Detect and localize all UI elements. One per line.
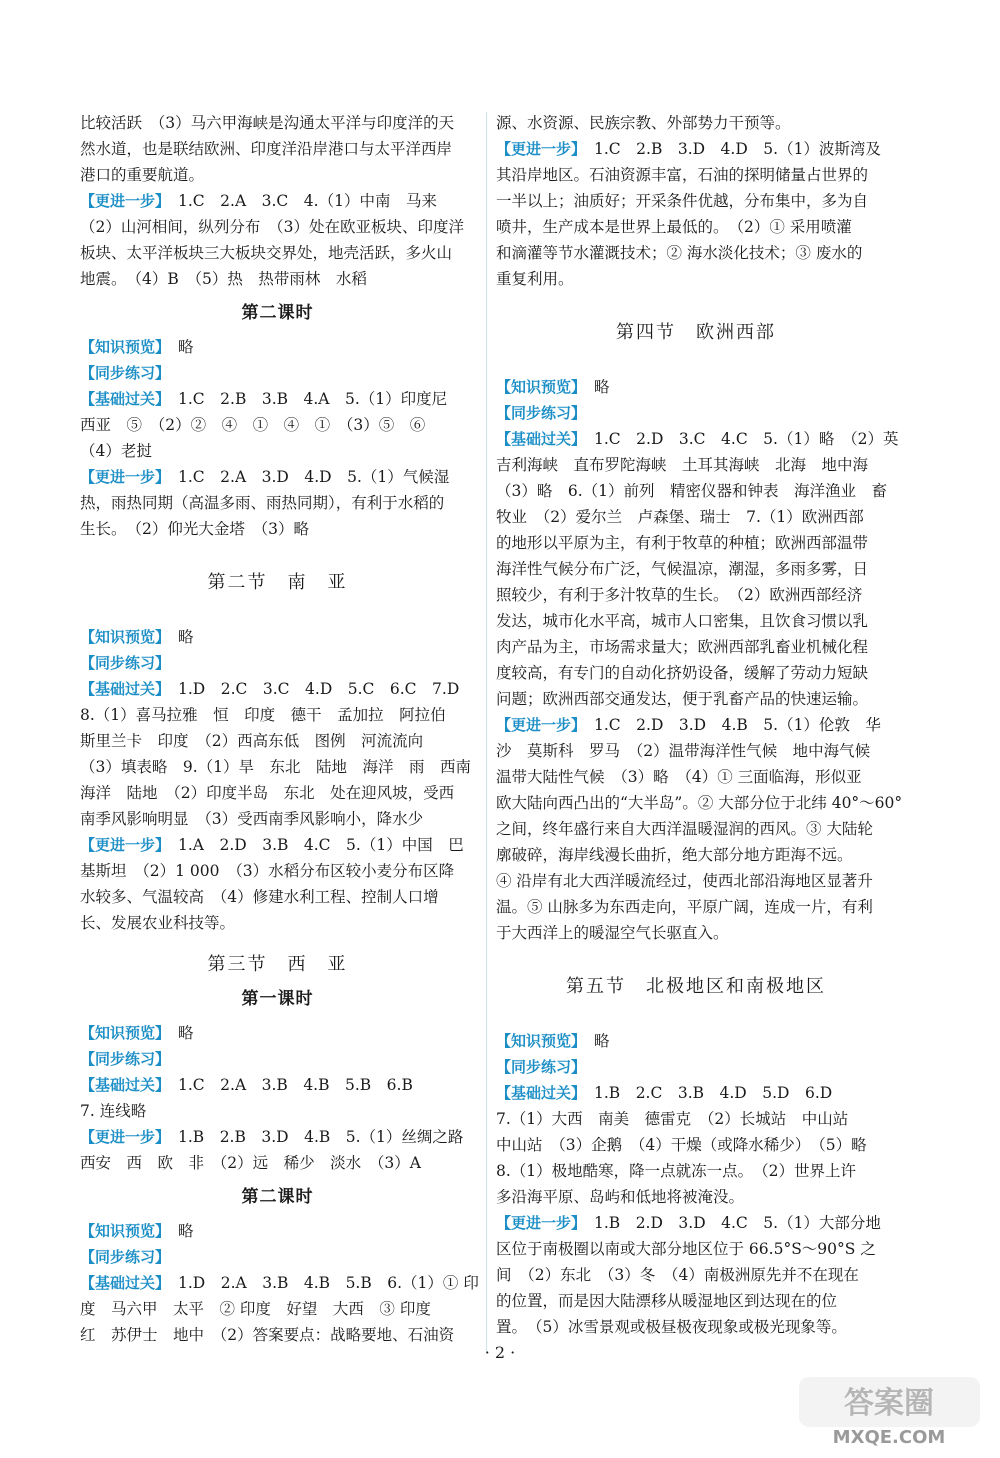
basic-line: [80, 386, 475, 412]
basic-tag: 【基础过关】: [80, 390, 163, 408]
text-line: 比较活跃 （3）马六甲海峡是沟通太平洋与印度洋的天: [80, 114, 455, 132]
more-tag: 【更进一步】: [496, 1214, 579, 1232]
more-tag: 【更进一步】: [496, 140, 579, 158]
text-line: （3）略 6.（1）前列 精密仪器和钟表 海洋渔业 畜: [496, 482, 888, 500]
more-line: [80, 832, 475, 858]
text-line: （2）山河相间，纵列分布 （3）处在欧亚板块、印度洋: [80, 218, 464, 236]
lesson-title: 第一课时: [241, 989, 314, 1009]
text-line: 温。⑤ 山脉多为东西走向，平原广阔，连成一片，有利: [496, 898, 873, 916]
basic-tag: 【基础过关】: [496, 430, 579, 448]
preview-tag: 【知识预览】: [80, 1024, 163, 1042]
answer-text: 1.B 2.D 3.D 4.C 5.（1）大部分地: [578, 1214, 881, 1232]
text-line: 其沿岸地区。石油资源丰富，石油的探明储量占世界的: [496, 166, 869, 184]
text-line: 温带大陆性气候 （3）略 （4）① 三面临海，形似亚: [496, 768, 862, 786]
watermark-text-bottom: MXQE.COM: [832, 1427, 946, 1448]
text-line: 港口的重要航道。: [80, 166, 205, 184]
text-line: 7.（1）大西 南美 德雷克 （2）长城站 中山站: [496, 1110, 849, 1128]
text-line: 8.（1）极地酷寒，降一点就冻一点。 （2）世界上许: [496, 1162, 857, 1180]
preview-tag: 【知识预览】: [80, 628, 163, 646]
preview-text: 略: [162, 338, 194, 356]
answer-text: 1.C 2.B 3.D 4.D 5.（1）波斯湾及: [578, 140, 881, 158]
sync-tag: 【同步练习】: [496, 1058, 587, 1076]
basic-tag: 【基础过关】: [80, 680, 163, 698]
text-line: （3）填表略 9.（1）旱 东北 陆地 海洋 雨 西南: [80, 758, 472, 776]
text-line: 海洋 陆地 （2）印度半岛 东北 处在迎风坡，受西: [80, 784, 455, 802]
sync-line: [80, 1244, 475, 1270]
answer-text: 1.C 2.D 3.C 4.C 5.（1）略 （2）英: [578, 430, 899, 448]
answer-text: 1.B 2.B 3.D 4.B 5.（1）丝绸之路: [162, 1128, 464, 1146]
section-title: 第二节 南 亚: [207, 572, 348, 593]
lesson-title: 第二课时: [241, 303, 314, 323]
text-line: 重复利用。: [496, 270, 574, 288]
preview-line: [496, 1028, 896, 1054]
sync-line: [80, 1046, 475, 1072]
more-line: [496, 136, 896, 162]
more-line: [80, 464, 475, 490]
basic-tag: 【基础过关】: [80, 1274, 163, 1292]
sync-tag: 【同步练习】: [80, 654, 171, 672]
more-line: [80, 1124, 475, 1150]
text-line: 一半以上；油质好；开采条件优越，分布集中，多为自: [496, 192, 869, 210]
text-line: 西安 西 欧 非 （2）远 稀少 淡水 （3）A: [80, 1154, 421, 1172]
text-line: 地震。 （4）B （5）热 热带雨林 水稻: [80, 270, 367, 288]
text-line: 中山站 （3）企鹅 （4）干燥（或降水稀少） （5）略: [496, 1136, 867, 1154]
text-line: 红 苏伊士 地中 （2）答案要点：战略要地、石油资: [80, 1326, 455, 1344]
answer-text: 1.C 2.D 3.D 4.B 5.（1）伦敦 华: [578, 716, 881, 734]
text-line: 多沿海平原、岛屿和低地将被淹没。: [496, 1188, 745, 1206]
section-title: 第三节 西 亚: [207, 954, 348, 975]
more-tag: 【更进一步】: [80, 836, 163, 854]
text-line: 照较少，有利于多汁牧草的生长。 （2）欧洲西部经济: [496, 586, 863, 604]
text-line: 7. 连线略: [80, 1102, 147, 1120]
watermark-text-top: 答案圈: [844, 1386, 934, 1421]
text-line: 源、水资源、民族宗教、外部势力干预等。: [496, 114, 791, 132]
more-tag: 【更进一步】: [80, 1128, 163, 1146]
preview-line: [80, 1218, 475, 1244]
preview-text: 略: [162, 1024, 194, 1042]
preview-tag: 【知识预览】: [496, 1032, 579, 1050]
sync-line: [80, 650, 475, 676]
column-divider: [486, 112, 487, 1352]
watermark-logo: [797, 1373, 982, 1448]
sync-line: [496, 1054, 896, 1080]
basic-line: [80, 1072, 475, 1098]
more-line: [80, 188, 475, 214]
answer-text: 1.C 2.B 3.B 4.A 5.（1）印度尼: [162, 390, 448, 408]
basic-line: [496, 1080, 896, 1106]
left-column: [80, 110, 479, 1348]
text-line: 海洋性气候分布广泛，气候温凉，潮湿，多雨多雾，日: [496, 560, 869, 578]
text-line: ④ 沿岸有北大西洋暖流经过，使西北部沿海地区显著升: [496, 872, 873, 890]
answer-text: 1.C 2.A 3.D 4.D 5.（1）气候湿: [162, 468, 450, 486]
text-line: 热，雨热同期（高温多雨、雨热同期），有利于水稻的: [80, 494, 445, 512]
text-line: 南季风影响明显 （3）受西南季风影响小，降水少: [80, 810, 424, 828]
text-line: 水较多、气温较高 （4）修建水利工程、控制人口增: [80, 888, 439, 906]
text-line: 之间，终年盛行来自大西洋温暖湿润的西风。③ 大陆轮: [496, 820, 873, 838]
text-line: 廓破碎，海岸线漫长曲折，绝大部分地方距海不远。: [496, 846, 853, 864]
preview-line: [496, 374, 896, 400]
preview-line: [80, 334, 475, 360]
more-tag: 【更进一步】: [496, 716, 579, 734]
basic-tag: 【基础过关】: [496, 1084, 579, 1102]
sync-line: [80, 360, 475, 386]
answer-text: 1.C 2.A 3.C 4.（1）中南 马来: [162, 192, 437, 210]
preview-text: 略: [162, 628, 194, 646]
text-line: 牧业 （2）爱尔兰 卢森堡、瑞士 7.（1）欧洲西部: [496, 508, 864, 526]
sync-line: [496, 400, 896, 426]
text-line: 板块、太平洋板块三大板块交界处，地壳活跃，多火山: [80, 244, 453, 262]
sync-tag: 【同步练习】: [80, 364, 171, 382]
sync-tag: 【同步练习】: [80, 1050, 171, 1068]
text-line: （4）老挝: [80, 442, 152, 460]
more-tag: 【更进一步】: [80, 468, 163, 486]
preview-tag: 【知识预览】: [80, 1222, 163, 1240]
more-line: [496, 1210, 896, 1236]
preview-line: [80, 1020, 475, 1046]
text-line: 斯里兰卡 印度 （2）西高东低 图例 河流流向: [80, 732, 424, 750]
text-line: 然水道，也是联结欧洲、印度洋沿岸港口与太平洋西岸: [80, 140, 453, 158]
text-line: 和滴灌等节水灌溉技术；② 海水淡化技术；③ 废水的: [496, 244, 863, 262]
text-line: 基斯坦 （2）1 000 （3）水稻分布区较小麦分布区降: [80, 862, 455, 880]
text-line: 的地形以平原为主，有利于牧草的种植；欧洲西部温带: [496, 534, 869, 552]
right-column: [496, 110, 903, 1340]
text-line: 问题；欧洲西部交通发达，便于乳畜产品的快速运输。: [496, 690, 869, 708]
text-line: 喷井，生产成本是世界上最低的。 （2）① 采用喷灌: [496, 218, 852, 236]
section-title: 第四节 欧洲西部: [616, 322, 776, 343]
text-line: 置。 （5）冰雪景观或极昼极夜现象或极光现象等。: [496, 1318, 847, 1336]
preview-tag: 【知识预览】: [80, 338, 163, 356]
answer-text: 1.A 2.D 3.B 4.C 5.（1）中国 巴: [162, 836, 464, 854]
answer-text: 1.B 2.C 3.B 4.D 5.D 6.D: [578, 1084, 833, 1102]
basic-line: [496, 426, 899, 452]
basic-line: [80, 676, 475, 702]
section-title: 第五节 北极地区和南极地区: [566, 976, 826, 997]
text-line: 肉产品为主，市场需求量大；欧洲西部乳畜业机械化程: [496, 638, 869, 656]
text-line: 间 （2）东北 （3）冬 （4）南极洲原先并不在现在: [496, 1266, 859, 1284]
preview-text: 略: [162, 1222, 194, 1240]
more-line: [496, 712, 896, 738]
text-line: 于大西洋上的暖湿空气长驱直入。: [496, 924, 729, 942]
more-tag: 【更进一步】: [80, 192, 163, 210]
basic-line: [80, 1270, 479, 1296]
text-line: 西亚 ⑤ （2）② ④ ① ④ ① （3）⑤ ⑥: [80, 416, 426, 434]
preview-tag: 【知识预览】: [496, 378, 579, 396]
text-line: 发达，城市化水平高，城市人口密集，且饮食习惯以乳: [496, 612, 869, 630]
text-line: 度较高，有专门的自动化挤奶设备，缓解了劳动力短缺: [496, 664, 869, 682]
text-line: 欧大陆向西凸出的“大半岛”。② 大部分位于北纬 40°～60°: [496, 794, 903, 812]
text-line: 沙 莫斯科 罗马 （2）温带海洋性气候 地中海气候: [496, 742, 871, 760]
preview-text: 略: [578, 1032, 610, 1050]
sync-tag: 【同步练习】: [496, 404, 587, 422]
text-line: 吉利海峡 直布罗陀海峡 土耳其海峡 北海 地中海: [496, 456, 869, 474]
text-line: 生长。 （2）仰光大金塔 （3）略: [80, 520, 309, 538]
answer-text: 1.D 2.A 3.B 4.B 5.B 6.（1）① 印: [162, 1274, 479, 1292]
lesson-title: 第二课时: [241, 1187, 314, 1207]
preview-text: 略: [578, 378, 610, 396]
page-number: · 2 ·: [484, 1343, 516, 1362]
text-line: 的位置，而是因大陆漂移从暖湿地区到达现在的位: [496, 1292, 838, 1310]
text-line: 度 马六甲 太平 ② 印度 好望 大西 ③ 印度: [80, 1300, 431, 1318]
preview-line: [80, 624, 475, 650]
text-line: 区位于南极圈以南或大部分地区位于 66.5°S～90°S 之: [496, 1240, 876, 1258]
text-line: 长、发展农业科技等。: [80, 914, 236, 932]
text-line: 8.（1）喜马拉雅 恒 印度 德干 孟加拉 阿拉伯: [80, 706, 446, 724]
answer-text: 1.C 2.A 3.B 4.B 5.B 6.B: [162, 1076, 413, 1094]
basic-tag: 【基础过关】: [80, 1076, 163, 1094]
answer-text: 1.D 2.C 3.C 4.D 5.C 6.C 7.D: [162, 680, 460, 698]
sync-tag: 【同步练习】: [80, 1248, 171, 1266]
